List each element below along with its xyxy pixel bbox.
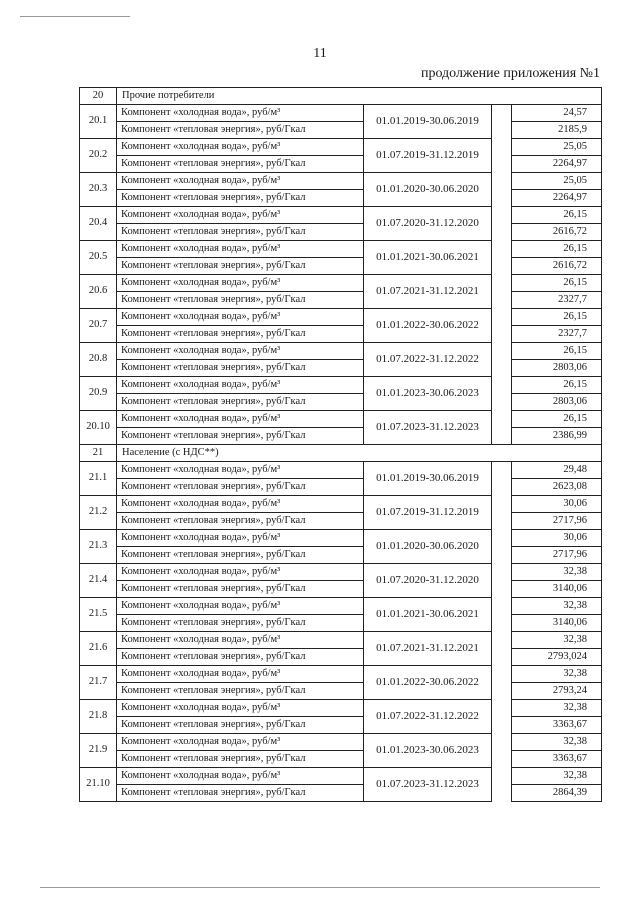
heat-energy-value: 2793,024	[512, 649, 602, 666]
cold-water-label: Компонент «холодная вода», руб/м³	[117, 343, 364, 360]
table-row	[80, 309, 602, 326]
cold-water-value: 32,38	[512, 564, 602, 581]
table-row	[80, 683, 602, 700]
cold-water-label: Компонент «холодная вода», руб/м³	[117, 598, 364, 615]
row-number: 20.2	[80, 139, 117, 173]
cold-water-value: 26,15	[512, 275, 602, 292]
tariff-table-body	[80, 88, 602, 802]
cold-water-value: 32,38	[512, 632, 602, 649]
heat-energy-value: 2327,7	[512, 326, 602, 343]
row-number: 20.5	[80, 241, 117, 275]
row-number: 20.1	[80, 105, 117, 139]
gap-cell	[492, 377, 512, 411]
table-row	[80, 700, 602, 717]
cold-water-label: Компонент «холодная вода», руб/м³	[117, 700, 364, 717]
table-row	[80, 377, 602, 394]
period-cell: 01.07.2022-31.12.2022	[364, 700, 492, 734]
table-row	[80, 598, 602, 615]
cold-water-value: 32,38	[512, 598, 602, 615]
cold-water-value: 26,15	[512, 343, 602, 360]
table-row	[80, 479, 602, 496]
gap-cell	[492, 598, 512, 632]
gap-cell	[492, 734, 512, 768]
row-number: 20.4	[80, 207, 117, 241]
heat-energy-value: 2623,08	[512, 479, 602, 496]
period-cell: 01.01.2023-30.06.2023	[364, 734, 492, 768]
period-cell: 01.07.2020-31.12.2020	[364, 564, 492, 598]
section-title: Население (с НДС**)	[117, 445, 602, 462]
row-number: 20.10	[80, 411, 117, 445]
row-number: 20.8	[80, 343, 117, 377]
heat-energy-value: 3363,67	[512, 751, 602, 768]
cold-water-value: 32,38	[512, 734, 602, 751]
cold-water-value: 30,06	[512, 530, 602, 547]
period-cell: 01.01.2022-30.06.2022	[364, 309, 492, 343]
cold-water-label: Компонент «холодная вода», руб/м³	[117, 173, 364, 190]
heat-energy-value: 2803,06	[512, 360, 602, 377]
period-cell: 01.01.2020-30.06.2020	[364, 530, 492, 564]
period-cell: 01.01.2021-30.06.2021	[364, 598, 492, 632]
row-number: 21.6	[80, 632, 117, 666]
heat-energy-value: 2803,06	[512, 394, 602, 411]
row-number: 21.7	[80, 666, 117, 700]
gap-cell	[492, 309, 512, 343]
section-header-row	[80, 445, 602, 462]
heat-energy-value: 2264,97	[512, 156, 602, 173]
cold-water-label: Компонент «холодная вода», руб/м³	[117, 105, 364, 122]
cold-water-value: 26,15	[512, 207, 602, 224]
cold-water-value: 26,15	[512, 241, 602, 258]
heat-energy-label: Компонент «тепловая энергия», руб/Гкал	[117, 258, 364, 275]
heat-energy-value: 2793,24	[512, 683, 602, 700]
gap-cell	[492, 496, 512, 530]
heat-energy-label: Компонент «тепловая энергия», руб/Гкал	[117, 649, 364, 666]
table-row	[80, 530, 602, 547]
cold-water-label: Компонент «холодная вода», руб/м³	[117, 207, 364, 224]
heat-energy-value: 2864,39	[512, 785, 602, 802]
row-number: 21.4	[80, 564, 117, 598]
row-number: 21.1	[80, 462, 117, 496]
table-row	[80, 411, 602, 428]
table-row	[80, 139, 602, 156]
period-cell: 01.01.2021-30.06.2021	[364, 241, 492, 275]
heat-energy-label: Компонент «тепловая энергия», руб/Гкал	[117, 479, 364, 496]
heat-energy-label: Компонент «тепловая энергия», руб/Гкал	[117, 292, 364, 309]
row-number: 20.9	[80, 377, 117, 411]
cold-water-label: Компонент «холодная вода», руб/м³	[117, 139, 364, 156]
table-row	[80, 105, 602, 122]
cold-water-value: 29,48	[512, 462, 602, 479]
row-number: 20.7	[80, 309, 117, 343]
cold-water-label: Компонент «холодная вода», руб/м³	[117, 632, 364, 649]
table-row	[80, 292, 602, 309]
section-number: 21	[80, 445, 117, 462]
heat-energy-value: 2616,72	[512, 224, 602, 241]
cold-water-value: 26,15	[512, 309, 602, 326]
tariff-table-container	[79, 87, 601, 802]
gap-cell	[492, 411, 512, 445]
gap-cell	[492, 564, 512, 598]
appendix-label: продолжение приложения №1	[420, 66, 600, 81]
heat-energy-label: Компонент «тепловая энергия», руб/Гкал	[117, 683, 364, 700]
table-row	[80, 717, 602, 734]
cold-water-label: Компонент «холодная вода», руб/м³	[117, 411, 364, 428]
period-cell: 01.07.2023-31.12.2023	[364, 411, 492, 445]
period-cell: 01.01.2020-30.06.2020	[364, 173, 492, 207]
table-row	[80, 547, 602, 564]
heat-energy-value: 2717,96	[512, 513, 602, 530]
row-number: 21.10	[80, 768, 117, 802]
table-row	[80, 564, 602, 581]
gap-cell	[492, 462, 512, 496]
gap-cell	[492, 275, 512, 309]
cold-water-label: Компонент «холодная вода», руб/м³	[117, 666, 364, 683]
cold-water-label: Компонент «холодная вода», руб/м³	[117, 462, 364, 479]
gap-cell	[492, 530, 512, 564]
table-row	[80, 190, 602, 207]
table-row	[80, 156, 602, 173]
cold-water-label: Компонент «холодная вода», руб/м³	[117, 768, 364, 785]
cold-water-label: Компонент «холодная вода», руб/м³	[117, 496, 364, 513]
period-cell: 01.01.2022-30.06.2022	[364, 666, 492, 700]
heat-energy-label: Компонент «тепловая энергия», руб/Гкал	[117, 547, 364, 564]
heat-energy-value: 2327,7	[512, 292, 602, 309]
heat-energy-label: Компонент «тепловая энергия», руб/Гкал	[117, 785, 364, 802]
gap-cell	[492, 241, 512, 275]
table-row	[80, 462, 602, 479]
cold-water-label: Компонент «холодная вода», руб/м³	[117, 275, 364, 292]
period-cell: 01.07.2023-31.12.2023	[364, 768, 492, 802]
heat-energy-label: Компонент «тепловая энергия», руб/Гкал	[117, 394, 364, 411]
cold-water-label: Компонент «холодная вода», руб/м³	[117, 377, 364, 394]
section-header-row	[80, 88, 602, 105]
cold-water-value: 32,38	[512, 700, 602, 717]
period-cell: 01.07.2022-31.12.2022	[364, 343, 492, 377]
table-row	[80, 173, 602, 190]
cold-water-value: 24,57	[512, 105, 602, 122]
table-row	[80, 326, 602, 343]
row-number: 21.9	[80, 734, 117, 768]
gap-cell	[492, 139, 512, 173]
cold-water-label: Компонент «холодная вода», руб/м³	[117, 309, 364, 326]
cold-water-value: 26,15	[512, 411, 602, 428]
heat-energy-value: 2717,96	[512, 547, 602, 564]
heat-energy-value: 2386,99	[512, 428, 602, 445]
period-cell: 01.07.2020-31.12.2020	[364, 207, 492, 241]
heat-energy-value: 3363,67	[512, 717, 602, 734]
gap-cell	[492, 632, 512, 666]
table-row	[80, 428, 602, 445]
cold-water-value: 32,38	[512, 768, 602, 785]
heat-energy-label: Компонент «тепловая энергия», руб/Гкал	[117, 360, 364, 377]
period-cell: 01.07.2021-31.12.2021	[364, 632, 492, 666]
table-row	[80, 768, 602, 785]
cold-water-label: Компонент «холодная вода», руб/м³	[117, 564, 364, 581]
period-cell: 01.07.2019-31.12.2019	[364, 139, 492, 173]
table-row	[80, 241, 602, 258]
heat-energy-label: Компонент «тепловая энергия», руб/Гкал	[117, 190, 364, 207]
period-cell: 01.01.2023-30.06.2023	[364, 377, 492, 411]
row-number: 21.3	[80, 530, 117, 564]
row-number: 20.6	[80, 275, 117, 309]
period-cell: 01.07.2021-31.12.2021	[364, 275, 492, 309]
table-row	[80, 343, 602, 360]
gap-cell	[492, 105, 512, 139]
cold-water-value: 25,05	[512, 139, 602, 156]
heat-energy-label: Компонент «тепловая энергия», руб/Гкал	[117, 717, 364, 734]
heat-energy-label: Компонент «тепловая энергия», руб/Гкал	[117, 428, 364, 445]
row-number: 21.5	[80, 598, 117, 632]
cold-water-label: Компонент «холодная вода», руб/м³	[117, 530, 364, 547]
tariff-table	[79, 87, 602, 802]
heat-energy-value: 3140,06	[512, 615, 602, 632]
table-row	[80, 513, 602, 530]
table-row	[80, 615, 602, 632]
period-cell: 01.01.2019-30.06.2019	[364, 105, 492, 139]
row-number: 21.8	[80, 700, 117, 734]
heat-energy-label: Компонент «тепловая энергия», руб/Гкал	[117, 615, 364, 632]
heat-energy-label: Компонент «тепловая энергия», руб/Гкал	[117, 751, 364, 768]
table-row	[80, 207, 602, 224]
period-cell: 01.07.2019-31.12.2019	[364, 496, 492, 530]
table-row	[80, 258, 602, 275]
cold-water-label: Компонент «холодная вода», руб/м³	[117, 734, 364, 751]
row-number: 21.2	[80, 496, 117, 530]
heat-energy-label: Компонент «тепловая энергия», руб/Гкал	[117, 156, 364, 173]
table-row	[80, 666, 602, 683]
gap-cell	[492, 768, 512, 802]
cold-water-label: Компонент «холодная вода», руб/м³	[117, 241, 364, 258]
heat-energy-label: Компонент «тепловая энергия», руб/Гкал	[117, 513, 364, 530]
heat-energy-label: Компонент «тепловая энергия», руб/Гкал	[117, 224, 364, 241]
page-number: 11	[313, 46, 327, 61]
heat-energy-value: 2264,97	[512, 190, 602, 207]
table-row	[80, 581, 602, 598]
row-number: 20.3	[80, 173, 117, 207]
table-row	[80, 394, 602, 411]
table-row	[80, 275, 602, 292]
table-row	[80, 785, 602, 802]
scan-artifact-top	[20, 16, 130, 17]
table-row	[80, 632, 602, 649]
heat-energy-value: 3140,06	[512, 581, 602, 598]
cold-water-value: 30,06	[512, 496, 602, 513]
section-title: Прочие потребители	[117, 88, 602, 105]
cold-water-value: 26,15	[512, 377, 602, 394]
heat-energy-value: 2616,72	[512, 258, 602, 275]
section-number: 20	[80, 88, 117, 105]
gap-cell	[492, 207, 512, 241]
heat-energy-label: Компонент «тепловая энергия», руб/Гкал	[117, 326, 364, 343]
gap-cell	[492, 343, 512, 377]
table-row	[80, 224, 602, 241]
period-cell: 01.01.2019-30.06.2019	[364, 462, 492, 496]
heat-energy-label: Компонент «тепловая энергия», руб/Гкал	[117, 122, 364, 139]
table-row	[80, 496, 602, 513]
table-row	[80, 751, 602, 768]
cold-water-value: 25,05	[512, 173, 602, 190]
heat-energy-label: Компонент «тепловая энергия», руб/Гкал	[117, 581, 364, 598]
table-row	[80, 360, 602, 377]
table-row	[80, 122, 602, 139]
cold-water-value: 32,38	[512, 666, 602, 683]
heat-energy-value: 2185,9	[512, 122, 602, 139]
scan-artifact-bottom	[40, 887, 600, 888]
gap-cell	[492, 666, 512, 700]
table-row	[80, 649, 602, 666]
table-row	[80, 734, 602, 751]
gap-cell	[492, 700, 512, 734]
gap-cell	[492, 173, 512, 207]
